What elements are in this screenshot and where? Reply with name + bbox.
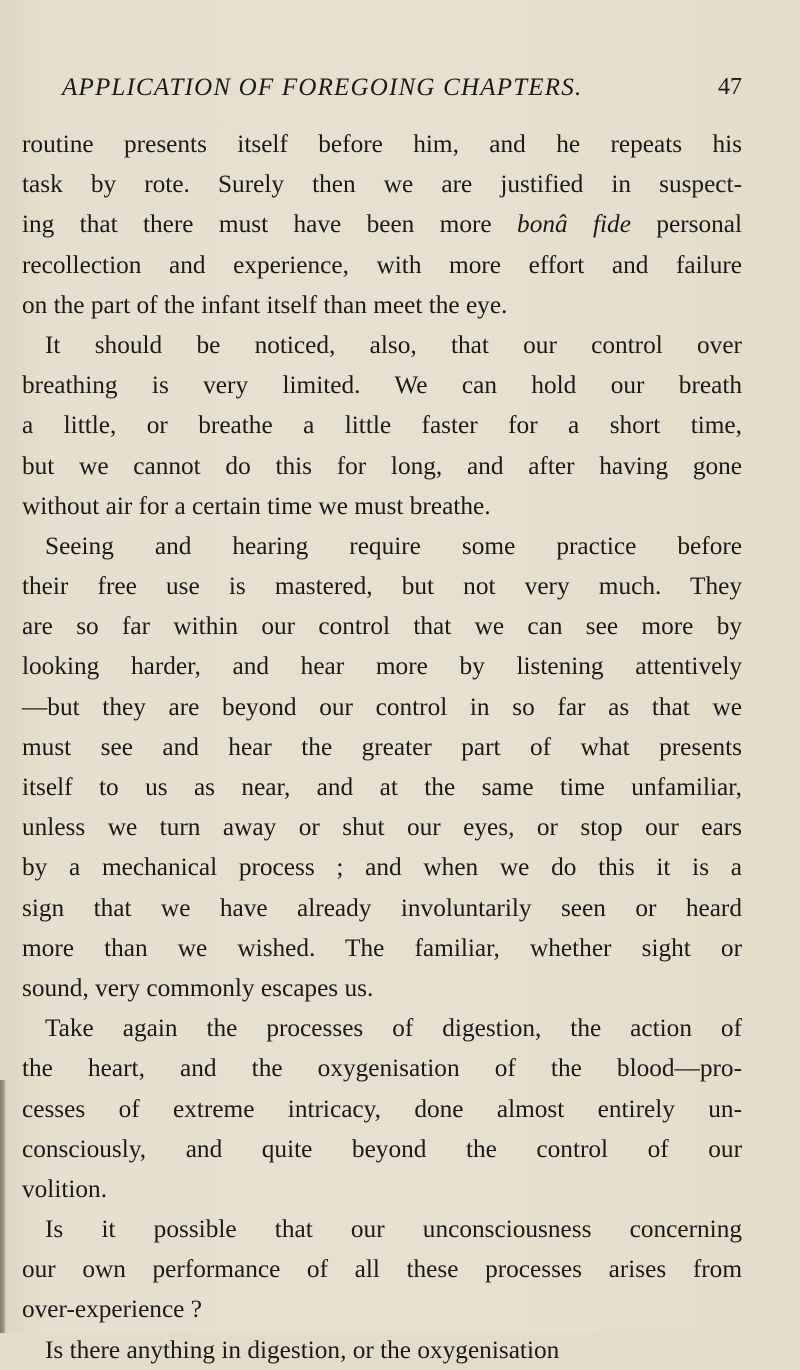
text-line: consciously, and quite beyond the control of our — [22, 1134, 742, 1163]
text-line: their free use is mastered, but not very much. They — [22, 572, 742, 601]
paragraph-start-line: It should be noticed, also, that our control over — [45, 330, 742, 359]
text-line: looking harder, and hear more by listening attentively — [22, 652, 742, 681]
text-line: task by rote. Surely then we are justified in suspect- — [22, 170, 742, 199]
text-line: unless we turn away or shut our eyes, or stop our ears — [22, 813, 742, 842]
text-line: over-experience ? — [22, 1295, 202, 1324]
text-line: sign that we have already involuntarily seen or heard — [22, 893, 742, 922]
running-head — [62, 74, 742, 108]
paragraph-start-line: Take again the processes of digestion, the action of — [45, 1014, 742, 1043]
text-span: ing that there must have been more — [22, 210, 492, 239]
text-line: the heart, and the oxygenisation of the blood—pro- — [22, 1054, 742, 1083]
paragraph-start-line: Seeing and hearing require some practice before — [45, 531, 742, 560]
text-line: recollection and experience, with more effort and failure — [22, 250, 742, 279]
text-line: without air for a certain time we must breathe. — [22, 491, 491, 520]
paragraph-start-line: Is there anything in digestion, or the oxygenisation — [45, 1335, 560, 1364]
text-line — [22, 204, 742, 244]
text-line: our own performance of all these processes arises from — [22, 1255, 742, 1284]
text-line: more than we wished. The familiar, whether sight or — [22, 933, 742, 962]
text-line: routine presents itself before him, and he repeats his — [22, 130, 742, 158]
text-line: —but they are beyond our control in so far as that we — [22, 692, 742, 721]
text-line: by a mechanical process ; and when we do this it is a — [22, 853, 742, 882]
page-number: 47 — [718, 74, 742, 100]
italic-phrase: bonâ fide — [517, 210, 631, 239]
running-title: APPLICATION OF FOREGOING CHAPTERS. — [62, 74, 583, 101]
text-line: sound, very commonly escapes us. — [22, 973, 374, 1002]
text-line: but we cannot do this for long, and after having gone — [22, 451, 742, 480]
body-text — [22, 124, 742, 1370]
paragraph-start-line: Is it possible that our unconsciousness concerning — [45, 1215, 742, 1244]
text-line: are so far within our control that we can see more by — [22, 612, 742, 641]
text-line: on the part of the infant itself than meet the eye. — [22, 290, 508, 319]
page-gutter-shadow — [0, 1080, 6, 1333]
text-line: breathing is very limited. We can hold our breath — [22, 371, 742, 400]
text-line: itself to us as near, and at the same time unfamiliar, — [22, 773, 742, 801]
text-line: a little, or breathe a little faster for a short time, — [22, 411, 742, 440]
text-line: must see and hear the greater part of what presents — [22, 732, 742, 761]
text-line: cesses of extreme intricacy, done almost entirely un- — [22, 1094, 742, 1123]
text-span: personal — [656, 210, 743, 239]
text-line: volition. — [22, 1174, 108, 1203]
